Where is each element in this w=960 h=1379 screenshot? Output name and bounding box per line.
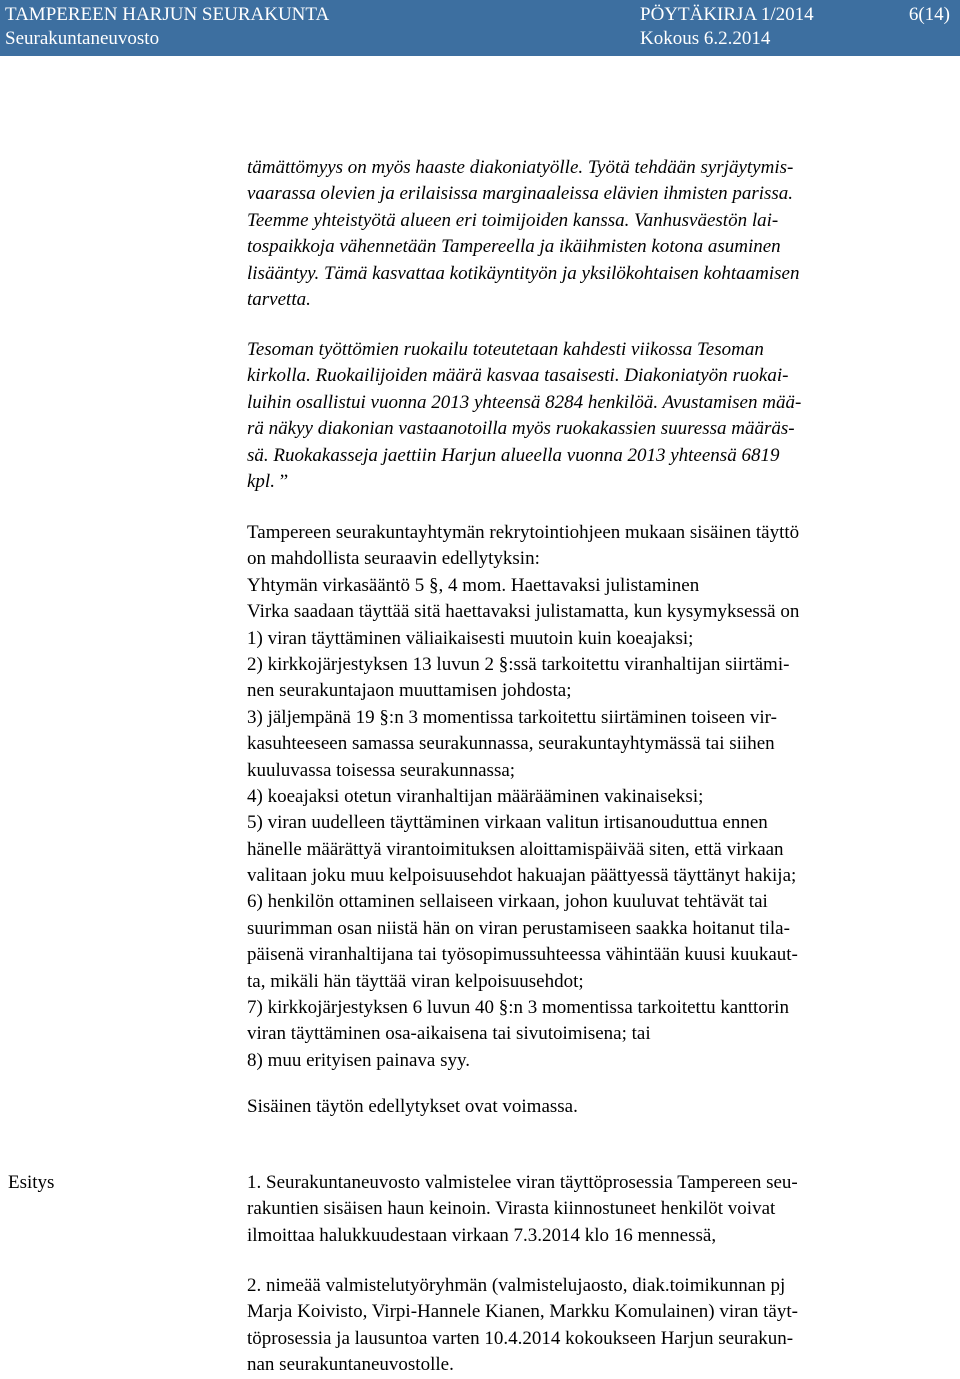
- text-line: 4) koeajaksi otetun viranhaltijan määrääminen vakinaiseksi;: [247, 785, 704, 807]
- text-line: rakuntien sisäisen haun keinoin. Virasta kiinnostuneet henkilöt voivat: [247, 1198, 776, 1220]
- text-line: Yhtymän virkasääntö 5 §, 4 mom. Haettavaksi julistaminen: [247, 574, 700, 596]
- proposal-label: Esitys: [8, 1172, 55, 1193]
- text-line: Virka saadaan täyttää sitä haettavaksi julistamatta, kun kysymyksessä on: [247, 601, 800, 623]
- document-header: [0, 0, 960, 56]
- text-line: kasuhteeseen samassa seurakunnassa, seurakuntayhtymässä tai siihen: [247, 733, 775, 755]
- text-line: rä näkyy diakonian vastaanotoilla myös ruokakassien suuressa määräs-: [247, 418, 795, 440]
- text-line: 3) jäljempänä 19 §:n 3 momentissa tarkoitettu siirtäminen toiseen vir-: [247, 706, 777, 728]
- text-line: 8) muu erityisen painava syy.: [247, 1049, 471, 1071]
- text-line: 2. nimeää valmistelutyöryhmän (valmistelujaosto, diak.toimikunnan pj: [247, 1275, 786, 1296]
- text-line: lisääntyy. Tämä kasvattaa kotikäyntityön ja yksilökohtaisen kohtaamisen: [247, 262, 800, 284]
- text-line: valitaan joku muu kelpoisuusehdot hakuajan päättyessä täyttänyt hakija;: [247, 865, 797, 887]
- text-line: nen seurakuntajaon muuttamisen johdosta;: [247, 680, 572, 702]
- quoted-paragraph-diaconal-work: [247, 155, 922, 313]
- text-line: tämättömyys on myös haaste diakoniatyölle. Työtä tehdään syrjäytymis-: [247, 157, 794, 178]
- closing-quote-mark: ”: [279, 470, 289, 492]
- text-line: 5) viran uudelleen täyttäminen virkaan valitun irtisanouduttua ennen: [247, 812, 768, 834]
- quoted-paragraph-food-aid: [247, 337, 922, 495]
- page-number: 6(14): [908, 4, 950, 25]
- text-line: päisenä viranhaltijana tai työsopimussuhteessa vähintään kuusi kuukaut-: [247, 944, 798, 966]
- text-line: kuuluvassa toisessa seurakunnassa;: [247, 759, 516, 781]
- text-line: 6) henkilön ottaminen sellaiseen virkaan, johon kuuluvat tehtävät tai: [247, 891, 768, 913]
- document-type: PÖYTÄKIRJA 1/2014: [640, 4, 814, 25]
- text-line: nan seurakuntaneuvostolle.: [247, 1354, 454, 1376]
- text-line: 2) kirkkojärjestyksen 13 luvun 2 §:ssä tarkoitettu viranhaltijan siirtämi-: [247, 653, 790, 675]
- proposal-item-2: [247, 1273, 922, 1379]
- proposal-item-1: [247, 1170, 922, 1249]
- conditions-statement: [247, 1094, 922, 1120]
- meeting-date: Kokous 6.2.2014: [640, 28, 771, 49]
- text-line: suurimman osan niistä hän on viran perustamiseen saakka hoitanut tila-: [247, 917, 790, 939]
- text-line: ta, mikäli hän täyttää viran kelpoisuusehdot;: [247, 970, 584, 992]
- text-line: vaarassa olevien ja erilaisissa marginaaleissa elävien ihmisten parissa.: [247, 183, 794, 205]
- text-line: viran täyttäminen osa-aikaisena tai sivutoimisena; tai: [247, 1023, 651, 1045]
- text-line: 7) kirkkojärjestyksen 6 luvun 40 §:n 3 momentissa tarkoitettu kanttorin: [247, 997, 789, 1019]
- text-line: Teemme yhteistyötä alueen eri toimijoiden kanssa. Vanhusväestön lai-: [247, 209, 779, 231]
- text-line: 1. Seurakuntaneuvosto valmistelee viran täyttöprosessia Tampereen seu-: [247, 1172, 798, 1193]
- last-line-text: kpl.: [247, 470, 275, 492]
- text-line: on mahdollista seuraavin edellytyksin:: [247, 548, 540, 570]
- text-line: tospaikkoja vähennetään Tampereella ja ikäihmisten kotona asuminen: [247, 236, 781, 258]
- text-line: hänelle määrättyä virantoimituksen aloittamispäivää siten, että virkaan: [247, 838, 784, 860]
- text-line: ilmoittaa halukkuudestaan virkaan 7.3.2014 klo 16 mennessä,: [247, 1224, 717, 1246]
- text-line-last: [247, 469, 922, 495]
- text-line: töprosessia ja lausuntoa varten 10.4.2014 kokoukseen Harjun seurakun-: [247, 1327, 794, 1349]
- text-line: luihin osallistui vuonna 2013 yhteensä 8284 henkilöä. Avustamisen mää-: [247, 391, 802, 413]
- text-line: Tampereen seurakuntayhtymän rekrytointiohjeen mukaan sisäinen täyttö: [247, 522, 800, 543]
- governing-body: Seurakuntaneuvosto: [5, 28, 160, 49]
- text-line: 1) viran täyttäminen väliaikaisesti muutoin kuin koeajaksi;: [247, 627, 694, 649]
- text-line: Tesoman työttömien ruokailu toteutetaan kahdesti viikossa Tesoman: [247, 339, 764, 360]
- text-line: tarvetta.: [247, 288, 311, 310]
- text-line: kirkolla. Ruokailijoiden määrä kasvaa tasaisesti. Diakoniatyön ruokai-: [247, 365, 789, 387]
- text-line: sä. Ruokakasseja jaettiin Harjun alueella vuonna 2013 yhteensä 6819: [247, 444, 780, 466]
- recruitment-rules-section: [247, 520, 922, 1074]
- text-line: Sisäinen täytön edellytykset ovat voimassa.: [247, 1096, 578, 1117]
- organization-name: TAMPEREEN HARJUN SEURAKUNTA: [5, 4, 330, 25]
- text-line: Marja Koivisto, Virpi-Hannele Kianen, Markku Komulainen) viran täyt-: [247, 1301, 798, 1323]
